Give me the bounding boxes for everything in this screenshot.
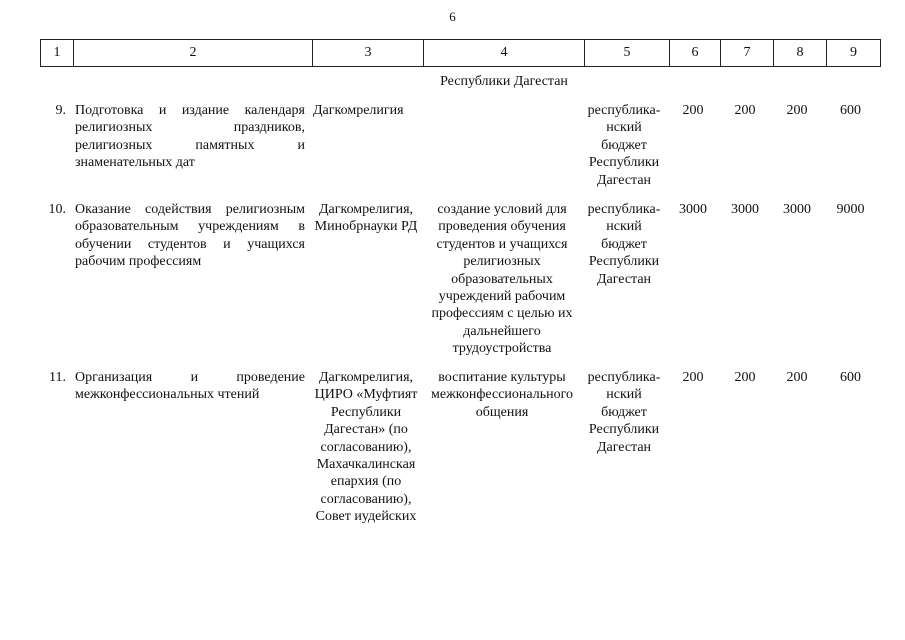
- header-col-8: 8: [774, 40, 827, 67]
- expected-result: воспитание культуры межконфессионального общения: [431, 370, 573, 420]
- row-number: 10.: [48, 202, 66, 217]
- header-col-5: 5: [585, 40, 670, 67]
- funding-source: республика-нский бюджет Республики Дагестан: [587, 370, 661, 455]
- year-2-amount: 3000: [731, 202, 759, 217]
- funding-source: республика-нский бюджет Республики Дагестан: [587, 202, 661, 287]
- header-col-1: 1: [41, 40, 74, 67]
- total-amount: 600: [840, 103, 861, 118]
- funding-source: республика-нский бюджет Республики Дагестан: [587, 103, 661, 188]
- year-2-amount: 200: [734, 103, 756, 118]
- continuation-text: Республики Дагестан: [440, 74, 568, 89]
- year-1-amount: 200: [682, 103, 704, 118]
- event-name: Оказание содействия религиозным образовательным учреждениям в обучении студентов и учащихся рабочим профессиям: [75, 202, 305, 270]
- table-header-row: [40, 39, 881, 67]
- header-col-4: 4: [424, 40, 585, 67]
- executors: Дагкомрелигия, ЦИРО «Муфтият Республики Дагестан» (по согласованию), Махачкалинская епархия (по согласованию), Совет иудейских: [314, 370, 418, 525]
- event-name: Организация и проведение межконфессиональных чтений: [75, 370, 305, 403]
- year-3-amount: 3000: [783, 202, 811, 217]
- executors: Дагкомрелигия: [313, 103, 404, 118]
- year-1-amount: 3000: [679, 202, 707, 217]
- event-name: Подготовка и издание календаря религиозных праздников, религиозных памятных и знаменательных дат: [75, 103, 305, 171]
- page-number: 6: [449, 9, 456, 24]
- total-amount: 9000: [836, 202, 865, 217]
- total-amount: 600: [840, 370, 861, 385]
- year-3-amount: 200: [786, 103, 808, 118]
- expected-result: создание условий для проведения обучения студентов и учащихся религиозных образовательных учреждений рабочим профессиям с целью их дальнейшего трудоустройства: [431, 202, 573, 357]
- year-1-amount: 200: [682, 370, 704, 385]
- header-col-6: 6: [670, 40, 721, 67]
- year-2-amount: 200: [734, 370, 756, 385]
- row-number: 9.: [55, 103, 66, 118]
- header-col-3: 3: [313, 40, 424, 67]
- header-col-9: 9: [827, 40, 881, 67]
- executors: Дагкомрелигия, Минобрнауки РД: [314, 202, 418, 235]
- year-3-amount: 200: [786, 370, 808, 385]
- row-number: 11.: [49, 370, 66, 385]
- header-col-7: 7: [721, 40, 774, 67]
- header-col-2: 2: [74, 40, 313, 67]
